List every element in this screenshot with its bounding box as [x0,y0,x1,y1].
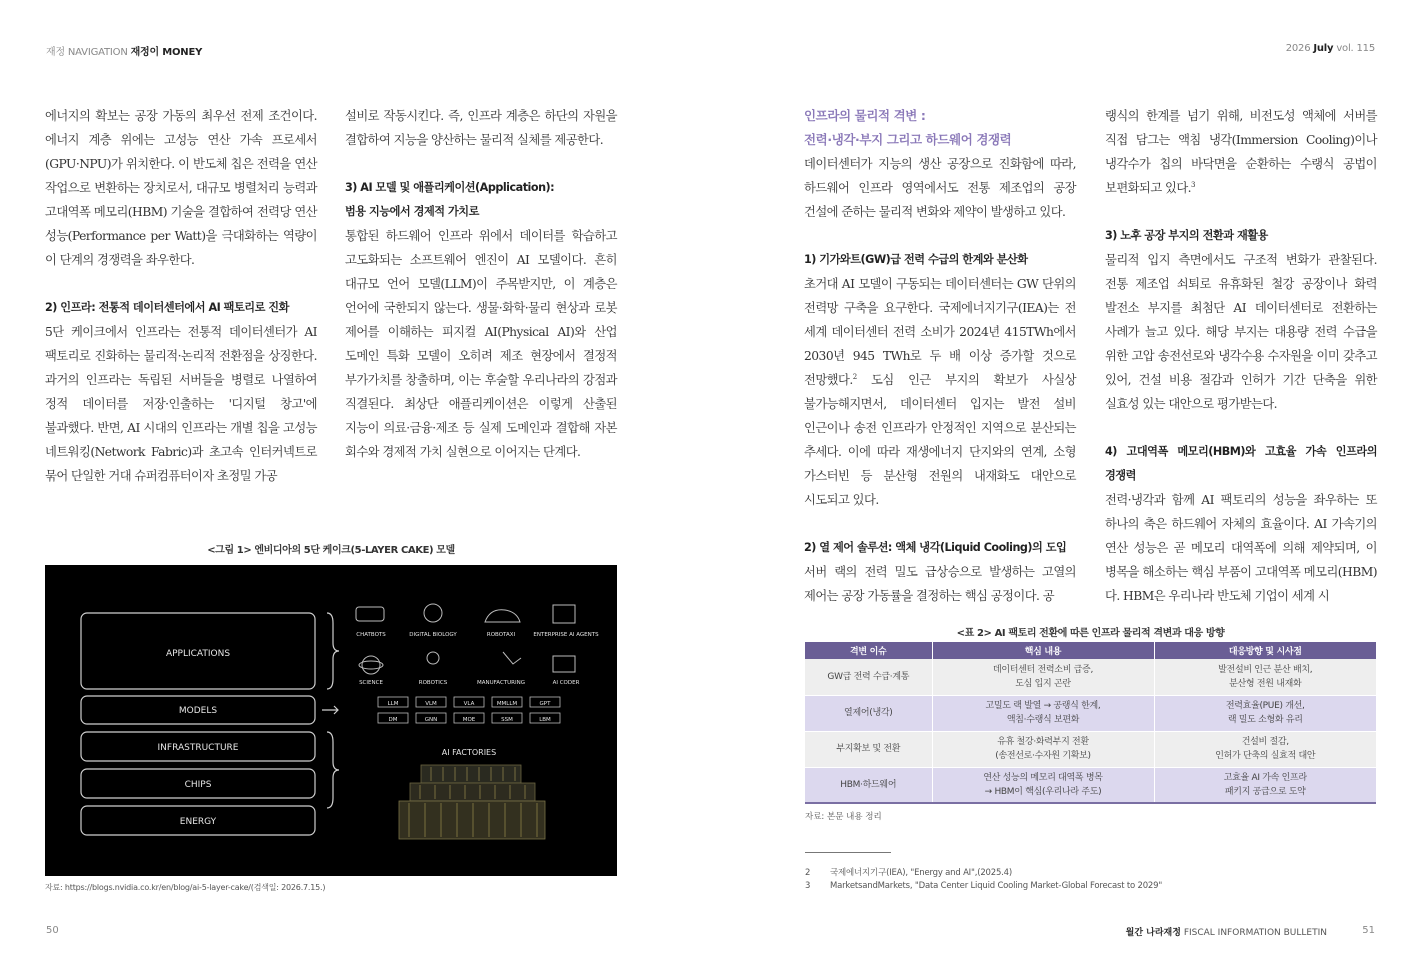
table-cell [805,659,932,695]
article-section-title-line2: 전력·냉각·부지 그리고 하드웨어 경쟁력 [804,132,1012,147]
table-row [805,695,1376,731]
layer-label-models: MODELS [178,706,218,716]
table-row [805,767,1376,803]
footnote-number: 3 [805,881,811,891]
section-heading: 3) 노후 공장 부지의 전환과 재활용 [1105,229,1268,242]
bulletin-title-bold: 월간 나라재정 [1125,928,1181,938]
issue-year: 2026 [1285,43,1311,54]
table-cell-line: GW급 전력 수급·계통 [827,671,910,682]
table-cell [1154,767,1376,803]
bulletin-title-rest: FISCAL INFORMATION BULLETIN [1183,928,1327,938]
table-cell [932,731,1154,767]
article-section-title: 인프라의 물리적 격변 : [804,108,926,123]
paragraph: 전력·냉각과 함께 AI 팩토리의 성능을 좌우하는 또 하나의 축은 하드웨어 자체의 효율이다. AI 가속기의 연산 성능은 곧 메모리 대역폭에 의해 제약되며, 이 병목을 해소하는 핵심 부품이 고대역폭 메모리(HBM)다. HBM은 우리나라 반도체 기업이 세계 시 [1105,493,1377,603]
right-page-column-1 [804,104,1076,608]
model-label: LBM [539,717,551,723]
model-label: GNN [424,717,438,723]
running-header-left [46,43,202,58]
paragraph: 데이터센터가 지능의 생산 공장으로 진화함에 따라, 하드웨어 인프라 영역에서도 전통 제조업의 공장 건설에 준하는 물리적 변화와 제약이 발생하고 있다. [804,157,1076,219]
section-subheading: 범용 지능에서 경제적 가치로 [345,205,479,218]
footnote-number: 2 [805,868,811,878]
atom-orbit-icon [359,661,383,669]
footnote-text: MarketsandMarkets, "Data Center Liquid Cooling Market-Global Forecast to 2029" [830,881,1163,891]
table-cell-line: 유휴 철강·화력부지 전환 [997,737,1089,747]
app-label: CHATBOTS [356,632,386,638]
paragraph: 서버 랙의 전력 밀도 급상승으로 발생하는 고열의 제어는 공장 가동률을 결정하는 핵심 공정이다. 공 [804,565,1076,603]
table-header-cell: 핵심 내용 [932,642,1154,659]
section-heading: 2) 열 제어 솔루션: 액체 냉각(Liquid Cooling)의 도입 [804,541,1067,554]
paragraph: 통합된 하드웨어 인프라 위에서 데이터를 학습하고 고도화되는 소프트웨어 엔진이 AI 모델이다. 흔히 대규모 언어 모델(LLM)이 주목받지만, 이 계층은 언어에 국한되지 않는다. 생물·화학·물리 현상과 로봇 제어를 이해하는 피지컬 AI(Physical AI)와 산업 도메인 특화 모델이 오히려 제조 현장에서 결정적 부가가치를 창출하며, 이는 후술할 우리나라의 강점과 직결된다. 최상단 애플리케이션은 이렇게 산출된 지능이 의료·금융·제조 등 실제 도메인과 결합해 자본 회수와 경제적 가치 실현으로 이어지는 단계다. [345,229,617,459]
bulletin-title [1126,925,1327,938]
dna-icon [424,604,442,622]
table-cell-line: → HBM이 핵심(우리나라 주도) [984,786,1102,797]
server-racks-illustration [399,765,545,839]
table-cell-line: 패키지 공급으로 도약 [1224,786,1306,797]
app-label: ROBOTAXI [486,632,516,638]
table-header-cell: 대응방향 및 시사점 [1154,642,1376,659]
layer-label-chips: CHIPS [184,780,212,790]
table-cell [805,767,932,803]
robot-arm-icon [503,652,521,664]
table-cell-line: 액침·수랭식 보편화 [1006,715,1080,725]
page-number-right: 51 [1362,925,1375,936]
table-header-row [805,642,1376,659]
right-page-column-2 [1105,104,1377,608]
app-label: ROBOTICS [418,680,448,686]
table-cell-line: 발전설비 인근 분산 배치, [1218,664,1313,675]
robotaxi-icon [485,610,520,622]
section-heading: 4) 고대역폭 메모리(HBM)와 고효율 가속 인프라의 경쟁력 [1105,445,1377,482]
model-label: MMLLM [496,701,518,707]
app-label: MANUFACTURING [476,680,526,686]
model-label: VLM [425,701,437,707]
paragraph [804,272,1076,512]
brace-infrastructure [327,732,339,808]
running-header-right [1286,43,1375,54]
footnote [805,881,1162,891]
paragraph [1105,104,1377,200]
table-cell-line: 랙 밀도 소형화 유리 [1227,715,1303,725]
app-label: DIGITAL BIOLOGY [409,632,457,638]
layer-label-applications: APPLICATIONS [165,649,231,659]
section-label: 재정 NAVIGATION [46,47,128,58]
section-heading: 2) 인프라: 전통적 데이터센터에서 AI 팩토리로 진화 [45,301,289,314]
layer-label-infrastructure: INFRASTRUCTURE [157,743,239,753]
table-cell-line: (송전선로·수자원 기확보) [995,751,1091,761]
footnote-ref[interactable]: 2 [852,372,857,381]
table-row [805,659,1376,695]
table-cell [805,695,932,731]
table-cell-line: 고밀도 랙 발열 → 공랭식 한계, [985,701,1101,711]
paragraph: 설비로 작동시킨다. 즉, 인프라 계층은 하단의 자원을 결합하여 지능을 양산하는 물리적 실체를 제공한다. [345,109,617,147]
table-cell [932,659,1154,695]
paragraph-text: 랭식의 한계를 넘기 위해, 비전도성 액체에 서버를 직접 담그는 액침 냉각(Immersion Cooling)이나 냉각수가 칩의 바닥면을 순환하는 수랭식 공법이 보편화되고 있다. [1105,109,1377,195]
table-cell-line: 연산 성능의 메모리 대역폭 병목 [983,772,1103,783]
table-cell-line: 전력효율(PUE) 개선, [1225,701,1305,711]
table-cell-line: 건설비 절감, [1241,737,1289,747]
section-title: 재정이 MONEY [130,47,203,58]
brace-applications [327,613,339,689]
paragraph: 에너지의 확보는 공장 가동의 최우선 전제 조건이다. 에너지 계층 위에는 고성능 연산 가속 프로세서(GPU·NPU)가 위치한다. 이 반도체 칩은 전력을 연산 작업으로 변환하는 장치로서, 대규모 병렬처리 능력과 고대역폭 메모리(HBM) 기술을 결합하여 전력당 연산 성능(Performance per Watt)을 극대화하는 역량이 이 단계의 경쟁력을 좌우한다. [45,109,317,267]
app-label: SCIENCE [359,680,383,686]
footnote-divider [805,852,891,853]
chatbot-icon [356,607,384,621]
paragraph-text: 초거대 AI 모델이 구동되는 데이터센터는 GW 단위의 전력망 구축을 요구한다. 국제에너지기구(IEA)는 전 세계 데이터센터 전력 소비가 2024년 415TWh에서 2030년 945 TWh로 두 배 이상 증가할 것으로 전망했다. [804,277,1076,387]
footnote [805,866,1012,878]
atom-icon [362,656,380,674]
paragraph: 5단 케이크에서 인프라는 전통적 데이터센터가 AI 팩토리로 진화하는 물리적·논리적 전환점을 상징한다. 과거의 인프라는 독립된 서버들을 병렬로 나열하여 정적 데이터를 저장·인출하는 '디지털 창고'에 불과했다. 반면, AI 시대의 인프라는 개별 칩을 고성능 네트워킹(Network Fabric)과 초고속 인터커넥트로 묶어 단일한 거대 슈퍼컴퓨터이자 초정밀 가공 [45,325,317,483]
model-label: DM [388,717,398,723]
model-label: VLA [463,701,475,707]
model-label: LLM [387,701,399,707]
paragraph-text: 도심 인근 부지의 확보가 사실상 불가능해지면서, 데이터센터 입지는 발전 설비 인근이나 송전 인프라가 안정적인 지역으로 분산되는 추세다. 이에 따라 재생에너지 단지와의 연계, 소형 가스터빈 등 분산형 전원의 내재화도 대안으로 시도되고 있다. [804,373,1076,507]
app-label: ENTERPRISE AI AGENTS [533,632,599,638]
table-caption: <표 2> AI 팩토리 전환에 따른 인프라 물리적 격변과 대응 방향 [956,628,1225,639]
five-layer-cake-diagram [45,565,617,876]
table-cell-line: 부지확보 및 전환 [836,744,901,754]
table-header-cell: 격변 이슈 [805,642,932,659]
figure-caption: <그림 1> 엔비디아의 5단 케이크(5-LAYER CAKE) 모델 [207,545,455,556]
page-number-left: 50 [46,925,59,936]
table-cell-line: 고효율 AI 가속 인프라 [1223,772,1307,783]
enterprise-agent-icon [553,605,575,623]
left-page-column-1 [45,104,317,488]
figure-source: 자료: https://blogs.nvidia.co.kr/en/blog/ai-5-layer-cake/(검색일: 2026.7.15.) [45,883,326,892]
table-cell-line: 분산형 전원 내재화 [1229,678,1302,689]
issue-volume: vol. 115 [1336,43,1375,54]
table-cell [932,695,1154,731]
table-cell [932,767,1154,803]
table-cell-line: 열제어(냉각) [844,708,893,718]
ai-factories-label: AI FACTORIES [441,748,497,757]
arrow-models [322,706,338,714]
robot-icon [427,652,439,664]
model-label: MOE [462,717,476,723]
table-cell-line: 데이터센터 전력소비 급증, [992,664,1094,675]
model-label: SSM [501,717,513,723]
infrastructure-issues-table [805,642,1376,804]
footnote-ref[interactable]: 3 [1191,180,1195,189]
section-heading: 3) AI 모델 및 애플리케이션(Application): [345,181,555,194]
table-cell [805,731,932,767]
table-cell-line: HBM·하드웨어 [840,779,897,790]
model-label: GPT [539,701,551,707]
app-label: AI CODER [552,680,580,686]
table-cell-line: 인허가 단축의 실효적 대안 [1215,751,1316,761]
layer-label-energy: ENERGY [179,817,217,827]
table-cell [1154,731,1376,767]
five-layer-cake-figure [45,565,617,876]
paragraph: 물리적 입지 측면에서도 구조적 변화가 관찰된다. 전통 제조업 쇠퇴로 유휴화된 철강 공장이나 화력 발전소 부지를 최첨단 AI 데이터센터로 전환하는 사례가 늘고 있다. 해당 부지는 대용량 전력 수급을 위한 고압 송전선로와 냉각수용 수자원을 이미 갖추고 있어, 건설 비용 절감과 인허가 기간 단축을 위한 실효성 있는 대안으로 평가받는다. [1105,253,1377,411]
left-page-column-2 [345,104,617,464]
table-cell-line: 도심 입지 곤란 [1015,678,1071,689]
footnote-text: 국제에너지기구(IEA), "Energy and AI",(2025.4) [830,868,1012,878]
code-icon [553,656,575,672]
section-heading: 1) 기가와트(GW)급 전력 수급의 한계와 분산화 [804,253,1028,266]
issue-month: July [1313,43,1334,54]
table-cell [1154,695,1376,731]
table-cell [1154,659,1376,695]
table-row [805,731,1376,767]
table-source: 자료: 본문 내용 정리 [805,812,882,822]
